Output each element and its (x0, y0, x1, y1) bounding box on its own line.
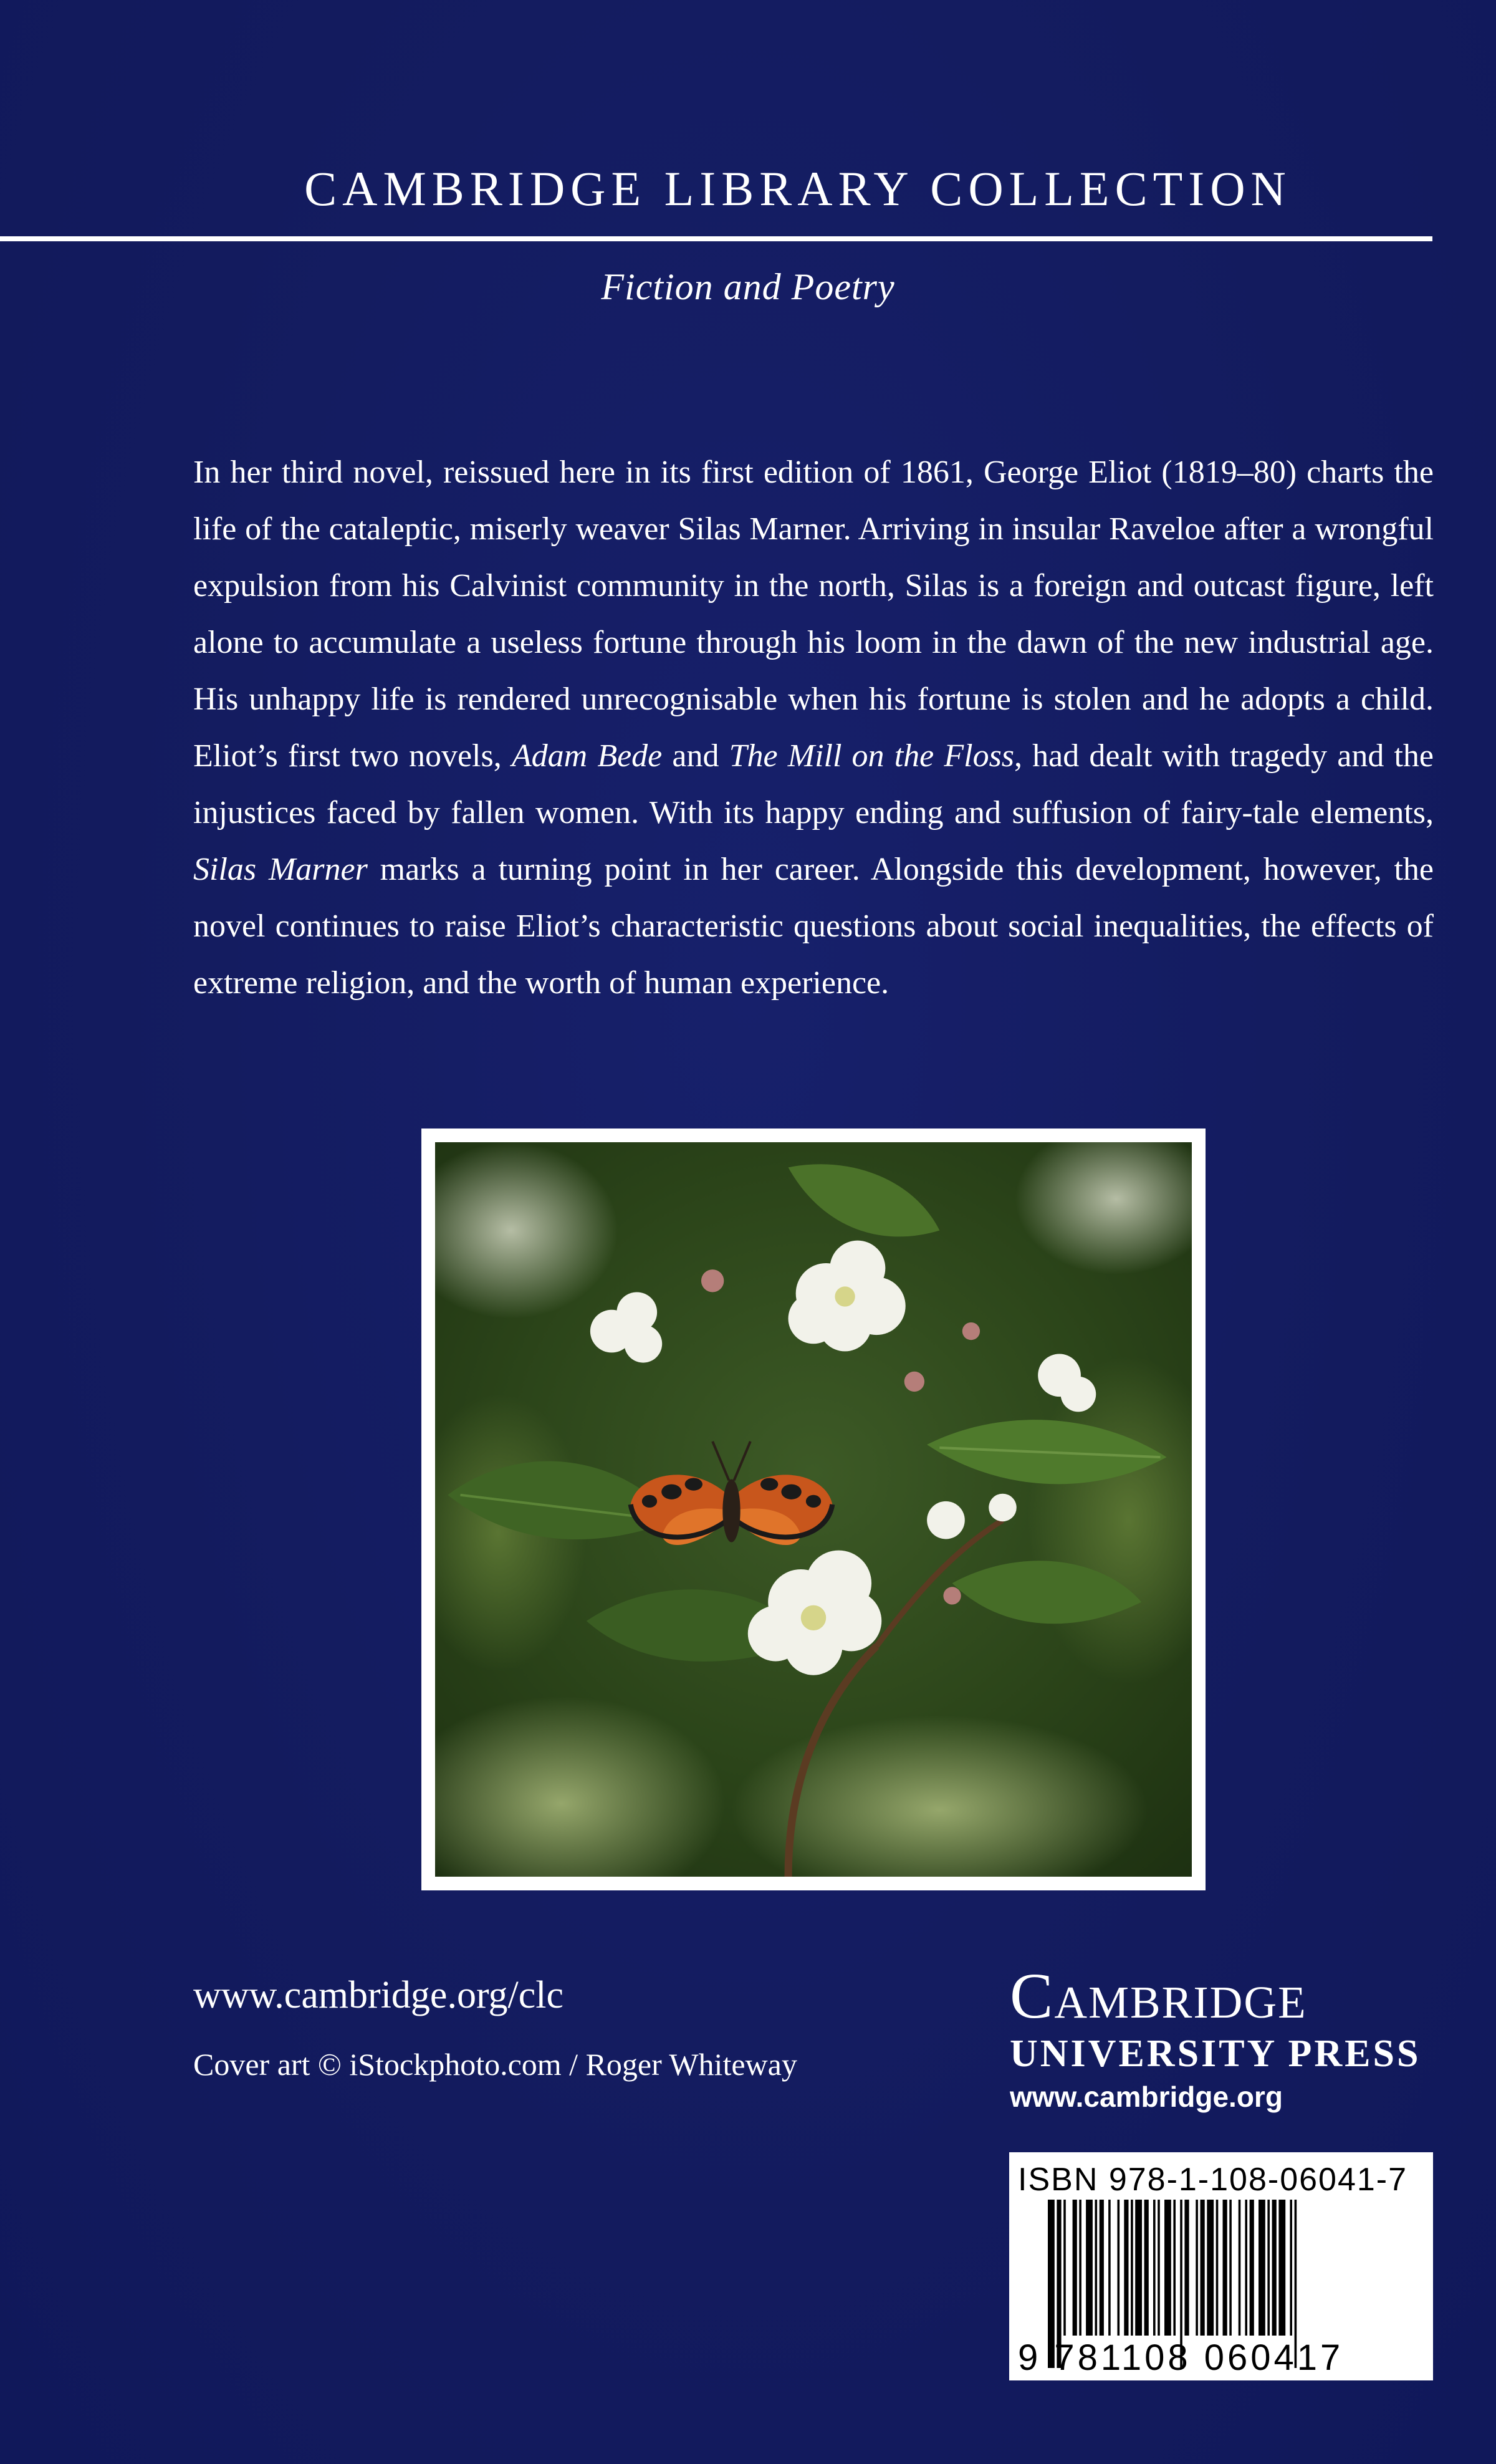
isbn-label: ISBN 978-1-108-06041-7 (1018, 2162, 1408, 2198)
barcode-digits: 9 781108 060417 (1018, 2337, 1344, 2378)
barcode-bar (1118, 2200, 1120, 2336)
barcode-bar (1184, 2200, 1189, 2336)
barcode-bar (1259, 2200, 1265, 2336)
barcode-bar (1086, 2200, 1093, 2336)
cover-photo (435, 1142, 1192, 1877)
publisher-website: www.cambridge.org (1010, 2081, 1283, 2114)
title-rule (0, 236, 1432, 241)
barcode-bar (1135, 2200, 1142, 2336)
butterfly-on-blossom-image (435, 1142, 1192, 1877)
barcode-bar (1073, 2200, 1077, 2336)
publisher-name: Cambridge (1010, 1960, 1307, 2032)
barcode-bar (1131, 2200, 1133, 2336)
barcode-bar (1144, 2200, 1149, 2336)
barcode-bar (1272, 2200, 1277, 2336)
barcode-bar (1216, 2200, 1219, 2336)
barcode-bar (1229, 2200, 1232, 2336)
barcode-bar (1201, 2200, 1205, 2336)
book-title-mill-on-the-floss: The Mill on the Floss (729, 738, 1015, 774)
barcode-bar (1173, 2200, 1176, 2336)
barcode-bar (1153, 2200, 1156, 2336)
barcode-bar (1124, 2200, 1128, 2336)
barcode-bar (1239, 2200, 1241, 2336)
barcode-bar (1158, 2200, 1160, 2336)
isbn-barcode (1009, 2152, 1433, 2380)
series-title: CAMBRIDGE LIBRARY COLLECTION (304, 161, 1292, 216)
barcode-bar (1100, 2200, 1104, 2336)
barcode-bar (1196, 2200, 1198, 2336)
barcode-bar (1207, 2200, 1214, 2336)
barcode-bar (1290, 2200, 1292, 2336)
publisher-subtitle: UNIVERSITY PRESS (1010, 2033, 1421, 2075)
barcode-bar (1108, 2200, 1111, 2336)
subseries-title: Fiction and Poetry (601, 266, 895, 307)
book-title-silas-marner: Silas Marner (193, 852, 368, 887)
barcode-bar (1250, 2200, 1254, 2336)
cover-photo-frame (421, 1129, 1206, 1890)
book-title-adam-bede: Adam Bede (511, 738, 663, 774)
barcode-bar (1063, 2200, 1066, 2336)
barcode-bar (1164, 2200, 1171, 2336)
barcode-bar (1079, 2200, 1081, 2336)
barcode-bar (1278, 2200, 1285, 2336)
series-website: www.cambridge.org/clc (193, 1974, 563, 2016)
publisher-logo (1010, 1960, 1434, 2114)
barcode-bar (1267, 2200, 1270, 2336)
barcode-bar (1095, 2200, 1098, 2336)
cover-art-credit: Cover art © iStockphoto.com / Roger Whiteway (193, 2047, 797, 2082)
barcode-bar (1223, 2200, 1227, 2336)
blurb-text: In her third novel, reissued here in its first edition of 1861, George Eliot (1819–80) charts the life of the cataleptic, miserly weaver Silas Marner. Arriving in insular Raveloe after a wrongful expulsion from his Calvinist community in the north, Silas is a foreign and outcast figure, left alone to accumulate a useless fortune through his loom in the dawn of the new industrial age. His unhappy life is rendered unrecognisable when his fortune is stolen and he adopts a child. Eliot’s first two novels, Adam Bede and The Mill on the Floss, had dealt with tragedy and the injustices faced by fallen women. With its happy ending and suffusion of fairy-tale elements, Silas Marner marks a turning point in her career. Alongside this development, however, the novel continues to raise Eliot’s characteristic questions about social inequalities, the effects of extreme religion, and the worth of human experience. (193, 455, 1434, 1001)
barcode-bar (1245, 2200, 1247, 2336)
